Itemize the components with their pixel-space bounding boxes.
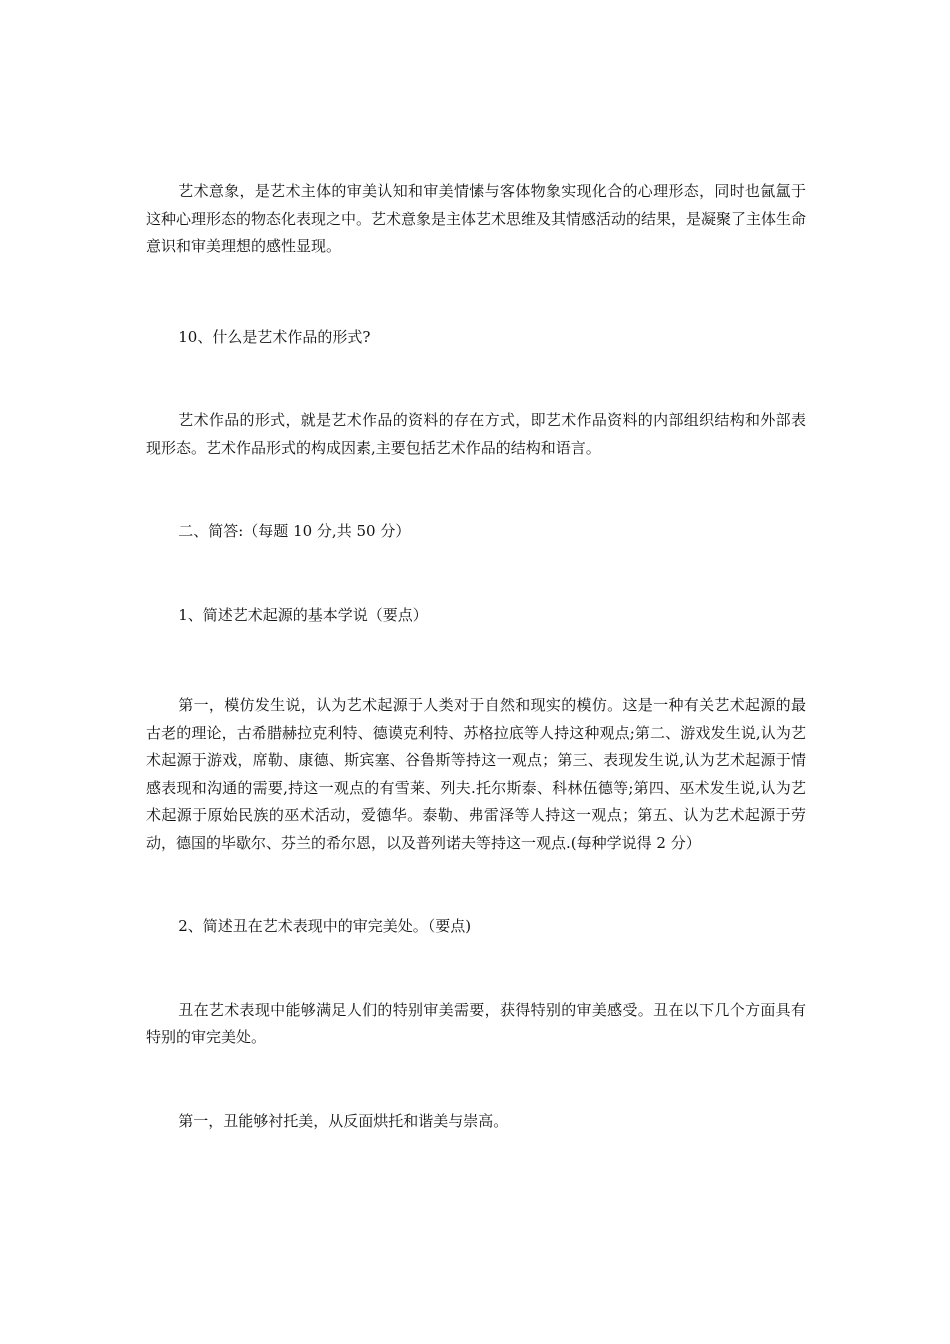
document-body xyxy=(146,178,806,1135)
paragraph-spacer xyxy=(146,629,806,692)
paragraph-origin-theories: 第一，模仿发生说，认为艺术起源于人类对于自然和现实的模仿。这是一种有关艺术起源的最古老的理论，古希腊赫拉克利特、德谟克利特、苏格拉底等人持这种观点;第二、游戏发生说,认为艺术起源于游戏，席勒、康德、斯宾塞、谷鲁斯等持这一观点；第三、表现发生说,认为艺术起源于情感表现和沟通的需要,持这一观点的有雪莱、列夫.托尔斯泰、科林伍德等;第四、巫术发生说,认为艺术起源于原始民族的巫术活动，爱德华。泰勒、弗雷泽等人持这一观点；第五、认为艺术起源于劳动，德国的毕歇尔、芬兰的希尔恩，以及普列诺夫等持这一观点.(每种学说得 2 分） xyxy=(146,696,806,852)
paragraph-spacer xyxy=(146,546,806,602)
paragraph-spacer xyxy=(146,941,806,997)
paragraph-spacer xyxy=(146,351,806,407)
question-heading-1: 1、简述艺术起源的基本学说（要点） xyxy=(178,605,428,624)
paragraph-spacer xyxy=(146,1052,806,1108)
paragraph-spacer xyxy=(146,261,806,324)
paragraph-art-imagery: 艺术意象，是艺术主体的审美认知和审美情愫与客体物象实现化合的心理形态，同时也氤氲于这种心理形态的物态化表现之中。艺术意象是主体艺术思维及其情感活动的结果，是凝聚了主体生命意识和审美理想的感性显现。 xyxy=(146,182,807,255)
section-heading-short-answer: 二、简答:（每题 10 分,共 50 分） xyxy=(178,522,411,540)
paragraph-ugliness-value: 丑在艺术表现中能够满足人们的特别审美需要，获得特别的审美感受。丑在以下几个方面具有特别的审完美处。 xyxy=(146,1000,806,1046)
paragraph-ugliness-first: 第一，丑能够衬托美，从反面烘托和谐美与崇高。 xyxy=(178,1111,509,1130)
question-heading-10: 10、什么是艺术作品的形式? xyxy=(178,327,371,346)
paragraph-art-form: 艺术作品的形式，就是艺术作品的资料的存在方式，即艺术作品资料的内部组织结构和外部表现形态。艺术作品形式的构成因素,主要包括艺术作品的结构和语言。 xyxy=(146,411,806,457)
paragraph-spacer xyxy=(146,857,806,913)
paragraph-spacer xyxy=(146,462,806,518)
question-heading-2: 2、简述丑在艺术表现中的审完美处。（要点) xyxy=(178,917,472,935)
